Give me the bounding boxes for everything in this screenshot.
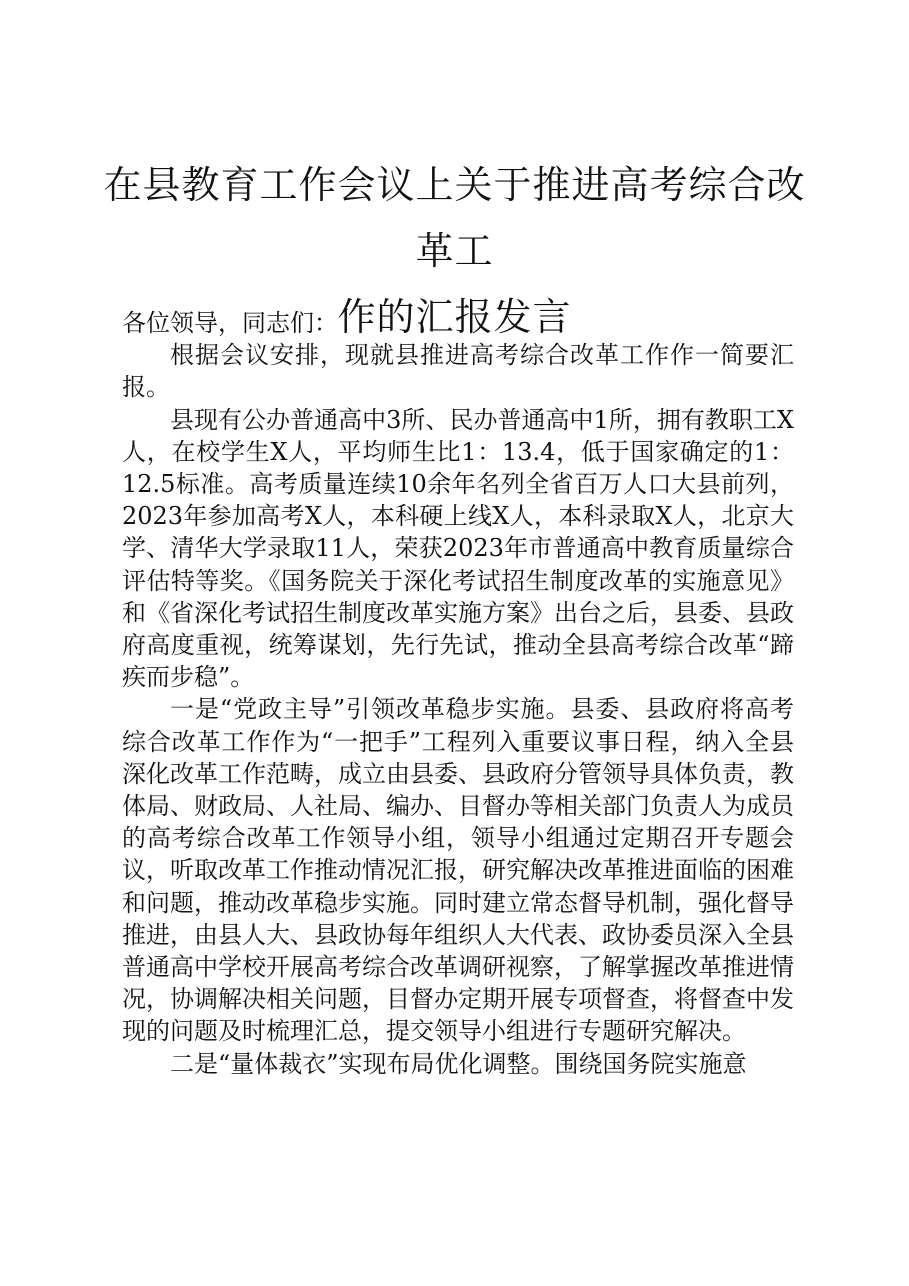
paragraph-point-one: 一是“党政主导”引领改革稳步实施。县委、县政府将高考综合改革工作作为“一把手”工程列入重要议事日程，纳入全县深化改革工作范畴，成立由县委、县政府分管领导具体负责，教体局、财政局、人社局、编办、目督办等相关部门负责人为成员的高考综合改革工作领导小组，领导小组通过定期召开专题会议，听取改革工作推动情况汇报，研究解决改革推进面临的困难和问题，推动改革稳步实施。同时建立常态督导机制，强化督导推进，由县人大、县政协每年组织人大代表、政协委员深入全县普通高中学校开展高考综合改革调研视察，了解掌握改革推进情况，协调解决相关问题，目督办定期开展专项督查，将督查中发现的问题及时梳理汇总，提交领导小组进行专题研究解决。 [122,695,794,1046]
title-line-2: 作的汇报发言 [337,295,572,339]
document-body [122,307,794,1080]
salutation: 各位领导，同志们： [122,309,338,337]
paragraph-point-two: 二是“量体裁衣”实现布局优化调整。围绕国务院实施意 [170,1049,747,1078]
paragraph-overview: 县现有公办普通高中3所、民办普通高中1所，拥有教职工X人，在校学生X人，平均师生比1：13.4，低于国家确定的1：12.5标准。高考质量连续10余年名列全省百万人口大县前列，2023年参加高考X人，本科硬上线X人，本科录取X人，北京大学、清华大学录取11人，荣获2023年市普通高中教育质量综合评估特等奖。《国务院关于深化考试招生制度改革的实施意见》和《省深化考试招生制度改革实施方案》出台之后，县委、县政府高度重视，统筹谋划，先行先试，推动全县高考综合改革“蹄疾而步稳”。 [122,405,794,692]
title-line-1: 在县教育工作会议上关于推进高考综合改革工 [103,163,806,273]
paragraph-intro: 根据会议安排，现就县推进高考综合改革工作作一简要汇报。 [122,341,794,402]
